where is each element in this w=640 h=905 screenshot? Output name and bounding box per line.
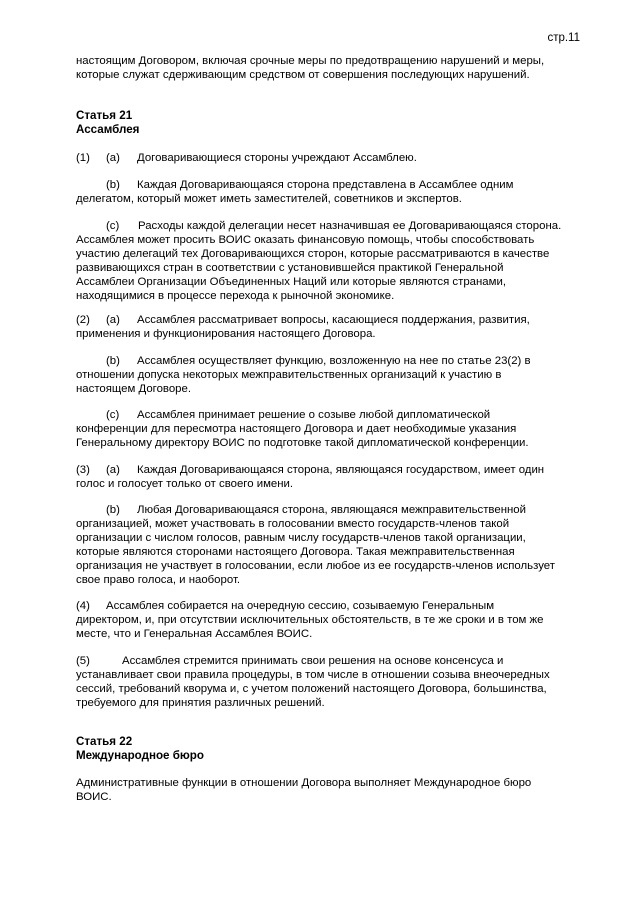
text-line: отношении допуска некоторых межправительственных организаций к участию в: [76, 369, 502, 381]
text-line: сессий, требований кворума и, с учетом положений настоящего Договора, большинства,: [76, 683, 547, 695]
paragraph-3a: [76, 463, 576, 491]
text-line: ВОИС.: [76, 791, 112, 803]
text-line: свое право голоса, и наоборот.: [76, 574, 241, 586]
text-line: требуемого для принятия различных решений.: [76, 697, 325, 709]
text-line: организация не участвует в голосовании, если любое из ее государств-членов использует: [76, 560, 555, 572]
text-line: Административные функции в отношении Договора выполняет Международное бюро: [76, 777, 532, 789]
subparagraph-letter: (b): [106, 504, 120, 516]
subparagraph-letter: (b): [106, 179, 120, 191]
text-line: настоящим Договором, включая срочные меры по предотвращению нарушений и меры,: [76, 55, 545, 67]
article-title: Международное бюро: [76, 749, 204, 762]
page-number: стр.11: [547, 32, 580, 44]
text-line: находящимися в процессе перехода к рыночной экономике.: [76, 290, 395, 302]
paragraph-number: (4): [76, 600, 90, 612]
text-line: делегатом, который может иметь заместителей, советников и экспертов.: [76, 193, 462, 205]
paragraph-number: (2): [76, 314, 90, 326]
paragraph-number: (3): [76, 464, 90, 476]
article-number: Статья 21: [76, 109, 133, 122]
article-number: Статья 22: [76, 735, 133, 748]
subparagraph-letter: (a): [106, 152, 120, 164]
text-line: Ассамблея принимает решение о созыве любой дипломатической: [137, 409, 491, 421]
text-line: которые служат сдерживающим средством от совершения последующих нарушений.: [76, 69, 530, 81]
text-line: участию делегаций тех Договаривающихся сторон, которые рассматриваются в качестве: [76, 248, 550, 260]
text-line: которые являются сторонами настоящего Договора. Такая межправительственная: [76, 546, 515, 558]
paragraph-number: (1): [76, 152, 90, 164]
text-line: Генеральному директору ВОИС по подготовке такой дипломатической конференции.: [76, 437, 529, 449]
text-line: конференции для пересмотра настоящего Договора и дает необходимые указания: [76, 423, 517, 435]
paragraph-4: [76, 599, 576, 641]
article-21-heading: [76, 109, 139, 137]
text-line: Ассамблея стремится принимать свои решения на основе консенсуса и: [122, 655, 504, 667]
text-line: организации с числом голосов, равным числу государств-членов такой организации,: [76, 532, 526, 544]
paragraph-1b: [76, 178, 576, 206]
text-line: Ассамблея осуществляет функцию, возложенную на нее по статье 23(2) в: [137, 355, 531, 367]
intro-paragraph: [76, 54, 576, 82]
text-line: Договаривающиеся стороны учреждают Ассамблею.: [137, 152, 417, 164]
paragraph-1a: [76, 151, 576, 165]
text-line: Ассамблеи Организации Объединенных Наций или которые являются странами,: [76, 276, 506, 288]
paragraph-number: (5): [76, 655, 90, 667]
subparagraph-letter: (a): [106, 464, 120, 476]
text-line: Каждая Договаривающаяся сторона представлена в Ассамблее одним: [137, 179, 514, 191]
paragraph-1c: [76, 219, 576, 303]
subparagraph-letter: (b): [106, 355, 120, 367]
text-line: месте, что и Генеральная Ассамблея ВОИС.: [76, 628, 313, 640]
subparagraph-letter: (c): [106, 409, 120, 421]
text-line: организацией, может участвовать в голосовании вместо государств-членов такой: [76, 518, 510, 530]
text-line: Ассамблея собирается на очередную сессию, созываемую Генеральным: [106, 600, 495, 612]
text-line: Каждая Договаривающаяся сторона, являющаяся государством, имеет один: [137, 464, 545, 476]
paragraph-5: [76, 654, 576, 710]
paragraph-2c: [76, 408, 576, 450]
text-line: Ассамблея может просить ВОИС оказать финансовую помощь, чтобы способствовать: [76, 234, 535, 246]
text-line: настоящем Договоре.: [76, 383, 191, 395]
text-line: Ассамблея рассматривает вопросы, касающиеся поддержания, развития,: [137, 314, 530, 326]
text-line: директором, и, при отсутствии исключительных обстоятельств, в те же сроки и в том же: [76, 614, 544, 626]
paragraph-2a: [76, 313, 576, 341]
text-line: Расходы каждой делегации несет назначившая ее Договаривающаяся сторона.: [138, 220, 562, 232]
article-22-heading: [76, 735, 204, 763]
article-22-paragraph: [76, 776, 576, 804]
subparagraph-letter: (a): [106, 314, 120, 326]
text-line: применения и функционирования настоящего Договора.: [76, 328, 376, 340]
text-line: устанавливает свои правила процедуры, в том числе в отношении созыва внеочередных: [76, 669, 550, 681]
paragraph-3b: [76, 503, 576, 587]
text-line: Любая Договаривающаяся сторона, являющаяся межправительственной: [137, 504, 526, 516]
text-line: голос и голосует только от своего имени.: [76, 478, 294, 490]
paragraph-2b: [76, 354, 576, 396]
text-line: развивающихся стран в соответствии с установившейся практикой Генеральной: [76, 262, 504, 274]
article-title: Ассамблея: [76, 123, 140, 136]
subparagraph-letter: (c): [106, 220, 120, 232]
